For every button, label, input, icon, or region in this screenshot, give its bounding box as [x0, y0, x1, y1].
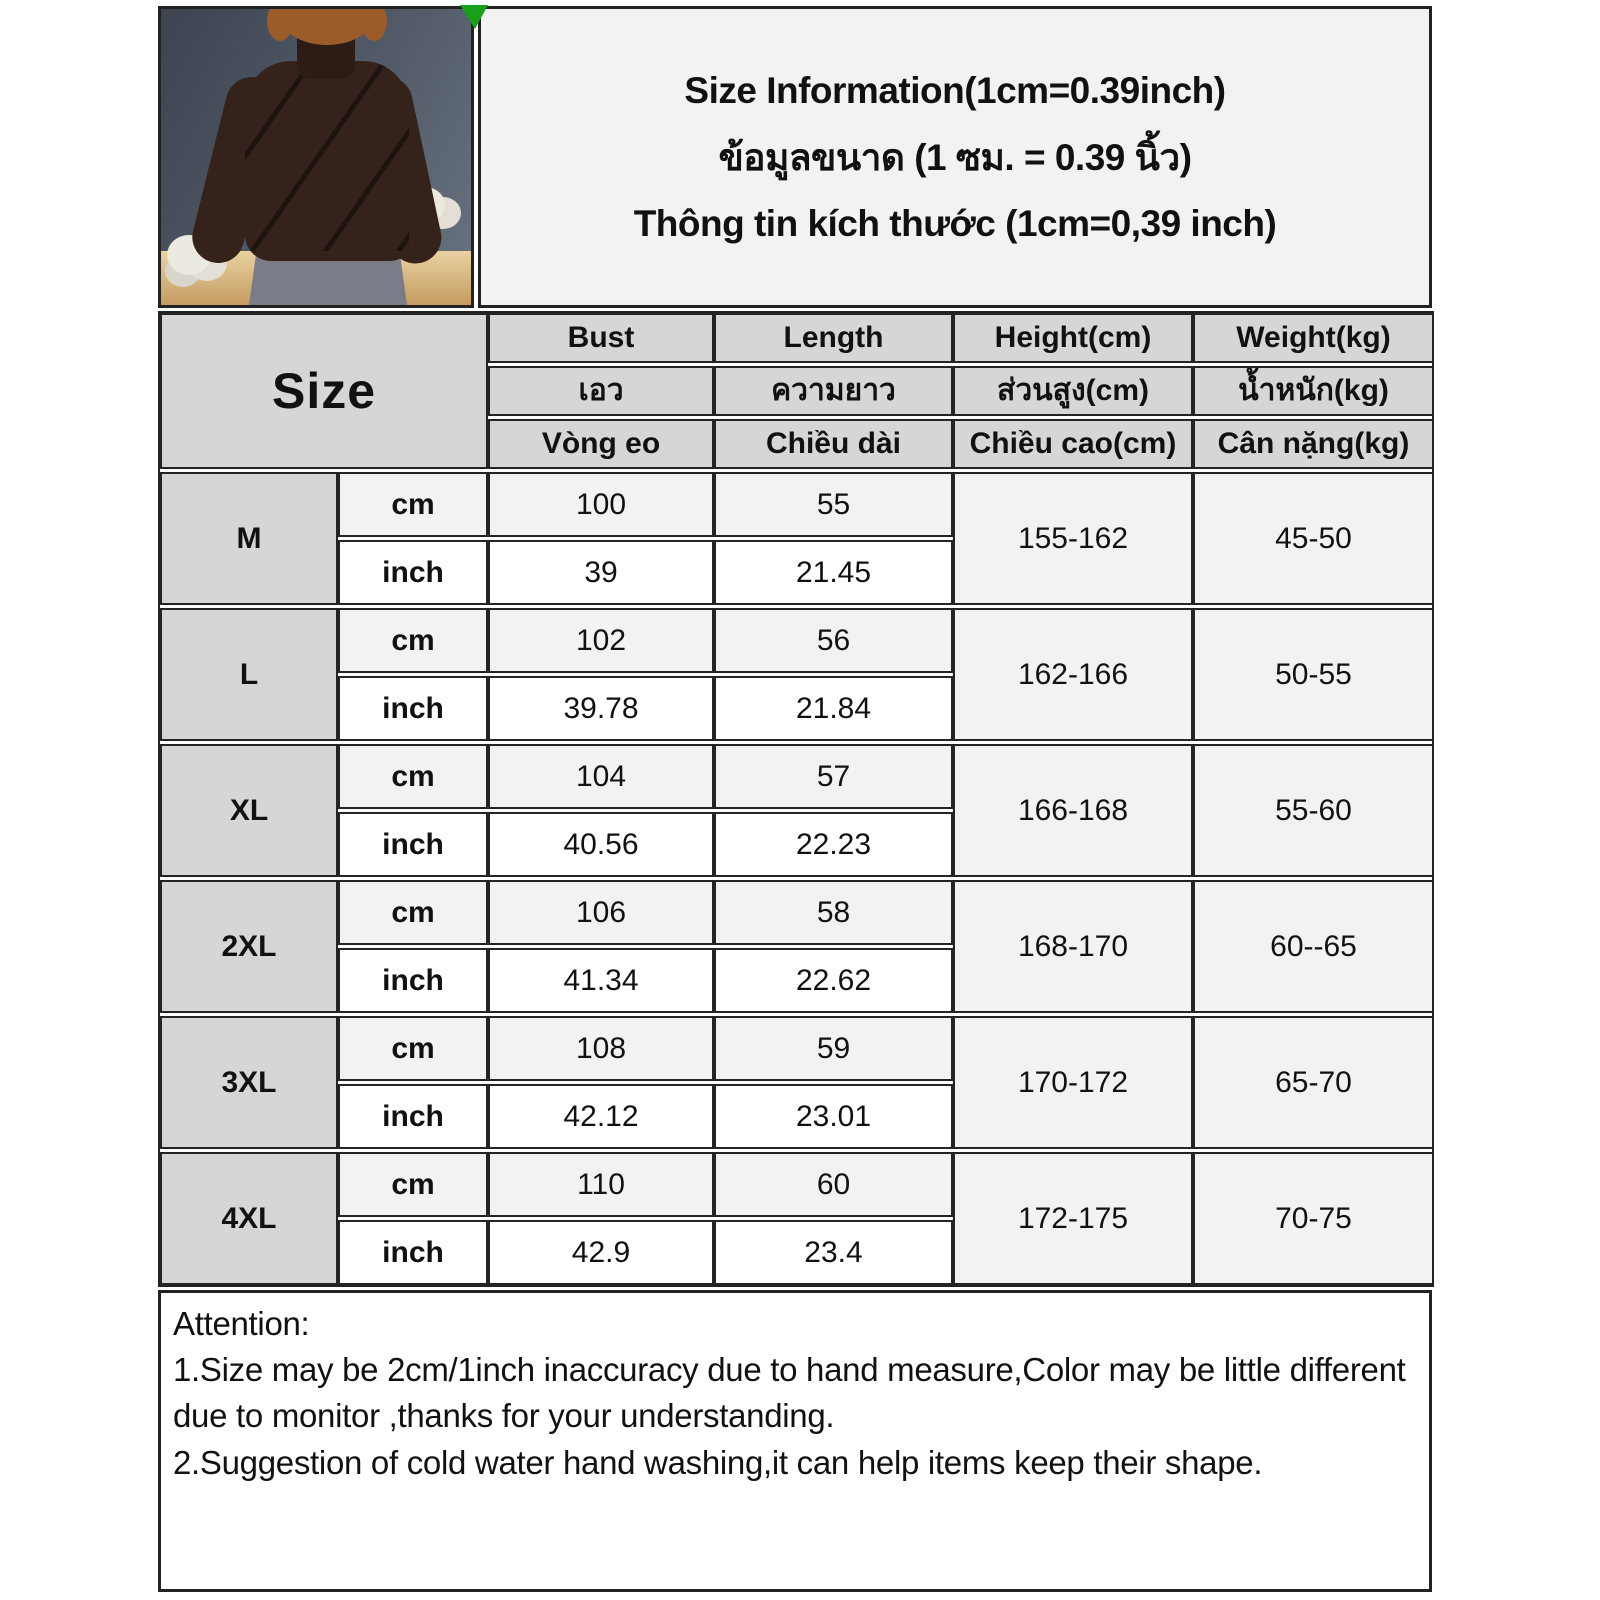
- height-value-2XL: 168-170: [953, 880, 1193, 1013]
- bust-cm-value-XL: 104: [488, 744, 714, 809]
- title-line-thai: ข้อมูลขนาด (1 ซม. = 0.39 นิ้ว): [718, 136, 1192, 178]
- weight-value-M: 45-50: [1193, 472, 1434, 605]
- header-height-th: ส่วนสูง(cm): [953, 366, 1193, 416]
- bust-inch-value-2XL: 41.34: [488, 948, 714, 1013]
- bust-cm-value-2XL: 106: [488, 880, 714, 945]
- bust-cm-value-M: 100: [488, 472, 714, 537]
- size-table: [158, 311, 1434, 1287]
- unit-cm-label-M: cm: [338, 472, 488, 537]
- bust-inch-value-3XL: 42.12: [488, 1084, 714, 1149]
- bust-inch-value-L: 39.78: [488, 676, 714, 741]
- attention-box: [158, 1290, 1432, 1592]
- weight-value-L: 50-55: [1193, 608, 1434, 741]
- length-cm-value-4XL: 60: [714, 1152, 953, 1217]
- size-cell-XL: XL: [160, 744, 338, 877]
- weight-value-3XL: 65-70: [1193, 1016, 1434, 1149]
- header-height-en: Height(cm): [953, 313, 1193, 363]
- unit-inch-label-M: inch: [338, 540, 488, 605]
- length-inch-value-XL: 22.23: [714, 812, 953, 877]
- length-inch-value-M: 21.45: [714, 540, 953, 605]
- weight-value-XL: 55-60: [1193, 744, 1434, 877]
- sweater-pleat-lines: [245, 61, 409, 261]
- unit-inch-label-4XL: inch: [338, 1220, 488, 1285]
- length-cm-value-XL: 57: [714, 744, 953, 809]
- size-cell-M: M: [160, 472, 338, 605]
- size-header-cell: Size: [160, 313, 488, 469]
- unit-cm-label-4XL: cm: [338, 1152, 488, 1217]
- length-cm-value-3XL: 59: [714, 1016, 953, 1081]
- bust-inch-value-4XL: 42.9: [488, 1220, 714, 1285]
- height-value-4XL: 172-175: [953, 1152, 1193, 1285]
- bust-inch-value-M: 39: [488, 540, 714, 605]
- weight-value-2XL: 60--65: [1193, 880, 1434, 1013]
- header-bust-th: เอว: [488, 366, 714, 416]
- header-bust-en: Bust: [488, 313, 714, 363]
- height-value-L: 162-166: [953, 608, 1193, 741]
- header-weight-vi: Cân nặng(kg): [1193, 419, 1434, 469]
- attention-title: Attention:: [173, 1305, 310, 1342]
- size-cell-4XL: 4XL: [160, 1152, 338, 1285]
- size-chart-page: [158, 6, 1432, 1592]
- size-cell-2XL: 2XL: [160, 880, 338, 1013]
- weight-value-4XL: 70-75: [1193, 1152, 1434, 1285]
- green-corner-mark-icon: [460, 5, 488, 29]
- bust-inch-value-XL: 40.56: [488, 812, 714, 877]
- size-cell-L: L: [160, 608, 338, 741]
- title-line-vietnamese: Thông tin kích thước (1cm=0,39 inch): [633, 202, 1277, 244]
- length-inch-value-3XL: 23.01: [714, 1084, 953, 1149]
- unit-cm-label-L: cm: [338, 608, 488, 673]
- height-value-M: 155-162: [953, 472, 1193, 605]
- attention-note-2: 2.Suggestion of cold water hand washing,it can help items keep their shape.: [173, 1443, 1263, 1481]
- bust-cm-value-L: 102: [488, 608, 714, 673]
- unit-cm-label-2XL: cm: [338, 880, 488, 945]
- height-value-XL: 166-168: [953, 744, 1193, 877]
- unit-inch-label-XL: inch: [338, 812, 488, 877]
- length-inch-value-L: 21.84: [714, 676, 953, 741]
- header-length-vi: Chiều dài: [714, 419, 953, 469]
- top-row: [158, 6, 1432, 308]
- title-box: [478, 6, 1432, 308]
- length-inch-value-2XL: 22.62: [714, 948, 953, 1013]
- header-bust-vi: Vòng eo: [488, 419, 714, 469]
- bust-cm-value-4XL: 110: [488, 1152, 714, 1217]
- length-cm-value-M: 55: [714, 472, 953, 537]
- header-weight-en: Weight(kg): [1193, 313, 1434, 363]
- header-height-vi: Chiều cao(cm): [953, 419, 1193, 469]
- product-photo: [158, 6, 474, 308]
- unit-inch-label-2XL: inch: [338, 948, 488, 1013]
- unit-cm-label-XL: cm: [338, 744, 488, 809]
- unit-inch-label-3XL: inch: [338, 1084, 488, 1149]
- length-cm-value-2XL: 58: [714, 880, 953, 945]
- unit-inch-label-L: inch: [338, 676, 488, 741]
- header-length-en: Length: [714, 313, 953, 363]
- length-cm-value-L: 56: [714, 608, 953, 673]
- bust-cm-value-3XL: 108: [488, 1016, 714, 1081]
- attention-note-1: 1.Size may be 2cm/1inch inaccuracy due to hand measure,Color may be little different due to monitor ,thanks for your understanding.: [173, 1351, 1406, 1435]
- size-cell-3XL: 3XL: [160, 1016, 338, 1149]
- header-weight-th: น้ำหนัก(kg): [1193, 366, 1434, 416]
- length-inch-value-4XL: 23.4: [714, 1220, 953, 1285]
- header-length-th: ความยาว: [714, 366, 953, 416]
- height-value-3XL: 170-172: [953, 1016, 1193, 1149]
- unit-cm-label-3XL: cm: [338, 1016, 488, 1081]
- title-line-english: Size Information(1cm=0.39inch): [684, 69, 1226, 111]
